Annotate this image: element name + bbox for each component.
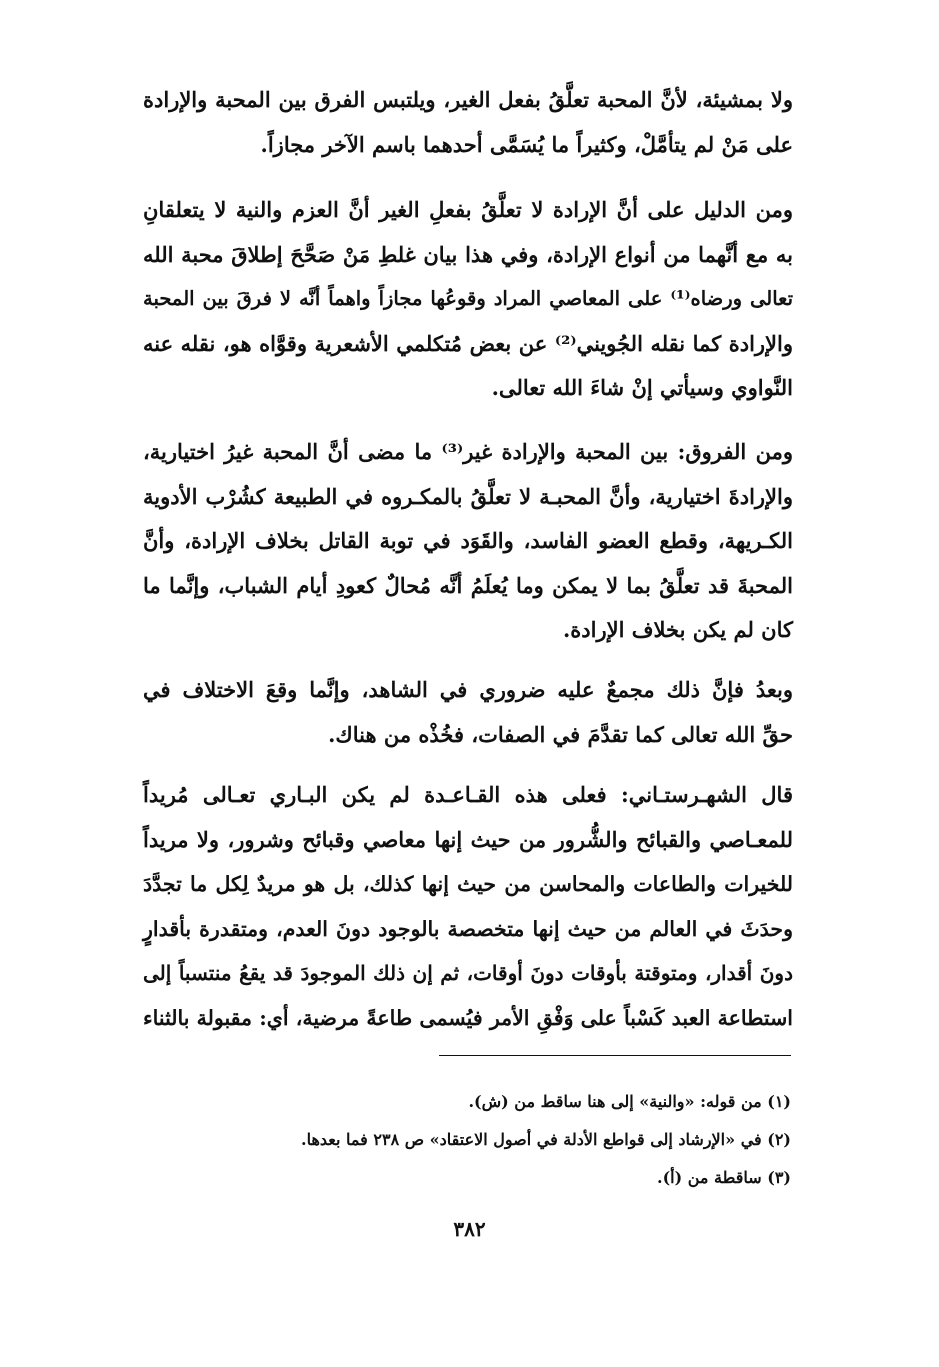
text-line: ولا بمشيئة، لأنَّ المحبة تعلَّقُ بفعل الغير، ويلتبس الفرق بين المحبة والإرادة bbox=[143, 87, 793, 112]
paragraph-4 bbox=[143, 668, 793, 757]
text-line: كان لم يكن بخلاف الإرادة. bbox=[562, 617, 793, 642]
text-line: والإرادةَ اختيارية، وأنَّ المحبـة لا تعلَّقُ بالمكـروه في الطبيعة كشُرْب الأدوية bbox=[143, 483, 793, 509]
text-line: المحبةَ قد تعلَّقُ بما لا يمكن وما يُعلَمُ أنَّه مُحالٌ كعودِ أيام الشباب، وإنَّما ما bbox=[143, 572, 793, 598]
text-line: ومن الفروق: بين المحبة والإرادة غير⁽³⁾ ما مضى أنَّ المحبة غيرُ اختيارية، bbox=[143, 439, 793, 464]
text-line: النَّواوي وسيأتي إنْ شاءَ الله تعالى. bbox=[491, 375, 793, 400]
footnote-2: (٢) في «الإرشاد إلى قواطع الأدلة في أصول الاعتقاد» ص ٢٣٨ فما بعدها. bbox=[301, 1130, 791, 1149]
text-line: والإرادة كما نقله الجُويني⁽²⁾ عن بعض مُتكلمي الأشعرية وقوَّاه هو، نقله عنه bbox=[143, 330, 794, 356]
paragraph-5 bbox=[143, 773, 793, 1040]
paragraph-1 bbox=[143, 78, 793, 167]
paragraph-3 bbox=[143, 430, 793, 653]
text-line: وبعدُ فإنَّ ذلك مجمعٌ عليه ضروري في الشاهد، وإنَّما وقعَ الاختلاف في bbox=[143, 677, 793, 702]
text-line: ومن الدليل على أنَّ الإرادة لا تعلَّقُ بفعلِ الغير أنَّ العزم والنية لا يتعلقانِ bbox=[143, 197, 793, 222]
page-number: ٣٨٢ bbox=[453, 1217, 486, 1241]
text-line: وحدَثَ في العالم من حيث إنها متخصصة بالوجود دونَ العدم، ومتقدرة بأقدارٍ bbox=[143, 916, 793, 941]
footnote-divider bbox=[439, 1055, 791, 1056]
text-line: دونَ أقدار، ومتوقتة بأوقات دونَ أوقات، ثم إن ذلك الموجودَ قد يقعُ منتسباً إلى bbox=[143, 961, 793, 985]
text-line: للخيرات والطاعات والمحاسن من حيث إنها كذلك، بل هو مريدٌ لِكل ما تجدَّدَ bbox=[143, 872, 793, 896]
text-line: استطاعة العبد كَسْباً على وَفْقِ الأمر فيُسمى طاعةً مرضية، أي: مقبولة بالثناء bbox=[143, 1005, 793, 1030]
footnote-1: (١) من قوله: «والنية» إلى هنا ساقط من (ش). bbox=[468, 1092, 791, 1111]
paragraph-2 bbox=[143, 188, 793, 411]
footnote-3: (٣) ساقطة من (أ). bbox=[657, 1168, 791, 1187]
text-line: على مَنْ لم يتأمَّلْ، وكثيراً ما يُسَمَّى أحدهما باسم الآخر مجازاً. bbox=[260, 131, 793, 157]
text-line: للمعـاصي والقبائح والشُّرور من حيث إنها معاصي وقبائح وشرور، ولا مريداً bbox=[143, 826, 793, 852]
text-line: الكـريهة، وقطع العضو الفاسد، والقَوَد في توبة القاتل بخلاف الإرادة، وأنَّ bbox=[143, 528, 793, 553]
text-line: حقِّ الله تعالى كما تقدَّمَ في الصفات، فخُذْه من هناك. bbox=[328, 721, 793, 747]
footnotes bbox=[141, 1083, 791, 1197]
text-line: قال الشهـرستـاني: فعلى هذه القـاعـدة لم يكن البـاري تعـالى مُريداً bbox=[143, 782, 793, 807]
text-line: تعالى ورضاه⁽¹⁾ على المعاصي المراد وقوعُها مجازاً واهماً أنَّه لا فرقَ بين المحبة bbox=[143, 287, 793, 310]
text-line: به مع أنَّهما من أنواع الإرادة، وفي هذا بيان غلطِ مَنْ صَحَّحَ إطلاقَ محبة الله bbox=[143, 241, 793, 267]
